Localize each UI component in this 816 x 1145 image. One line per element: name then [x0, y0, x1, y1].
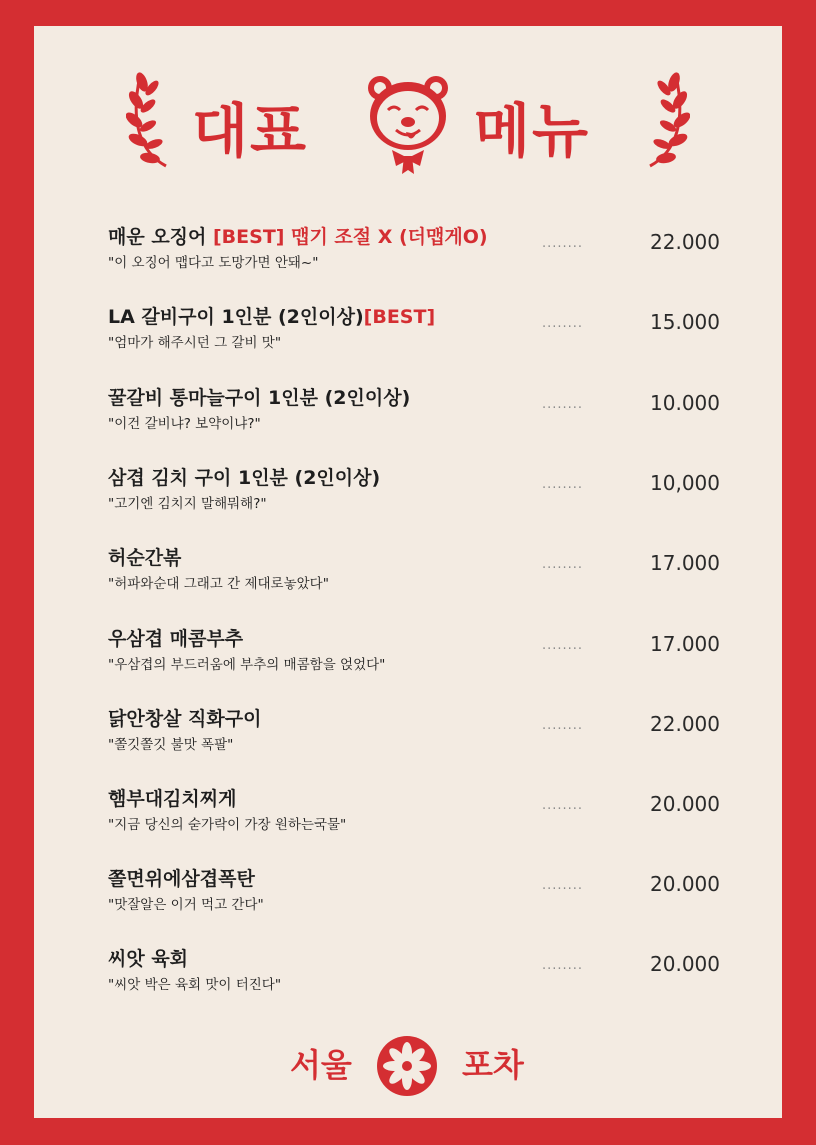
menu-item-price: 15.000 — [650, 310, 720, 334]
menu-item-name-text: LA 갈비구이 1인분 (2인이상) — [108, 306, 364, 328]
menu-item-name-text: 쫄면위에삼겹폭탄 — [108, 868, 255, 890]
menu-item-name — [108, 543, 181, 570]
footer-right-text: 포차 — [462, 1046, 524, 1084]
menu-item-name — [108, 463, 380, 490]
menu-item-name — [108, 704, 261, 731]
menu-item-dots: ........ — [542, 718, 584, 733]
menu-item — [108, 704, 728, 764]
title-left: 대표 — [192, 97, 309, 165]
menu-item-best-tag: [BEST] 맵기 조절 X (더맵게O) — [213, 226, 488, 248]
menu-item-name-text: 매운 오징어 — [108, 226, 213, 248]
menu-item-price: 22.000 — [650, 712, 720, 736]
menu-item-name — [108, 222, 488, 249]
menu-item-price: 22.000 — [650, 230, 720, 254]
menu-item-name — [108, 302, 435, 329]
laurel-wreath-icon — [126, 66, 178, 170]
menu-item-name-text: 허순간볶 — [108, 547, 182, 569]
bear-mascot-icon — [362, 70, 454, 174]
menu-item-description: "고기엔 김치지 말해뭐해?" — [108, 496, 267, 512]
menu-item-dots: ........ — [542, 236, 584, 251]
menu-item-price: 10.000 — [650, 391, 720, 415]
menu-item-name — [108, 944, 188, 971]
flower-emblem-icon — [375, 1034, 439, 1098]
menu-item-description: "허파와순대 그래고 간 제대로놓았다" — [108, 576, 329, 592]
menu-item-price: 10,000 — [650, 471, 720, 495]
title-right: 메뉴 — [474, 97, 591, 165]
menu-item-description: "우삼겹의 부드러움에 부추의 매콤함을 얹었다" — [108, 657, 386, 673]
menu-item — [108, 624, 728, 684]
menu-item-price: 17.000 — [650, 551, 720, 575]
menu-item-description: "씨앗 박은 육회 맛이 터진다" — [108, 977, 282, 993]
menu-item-price: 17.000 — [650, 632, 720, 656]
menu-item — [108, 302, 728, 362]
menu-item-name — [108, 624, 243, 651]
menu-item-price: 20.000 — [650, 952, 720, 976]
menu-item-dots: ........ — [542, 316, 584, 331]
menu-item-description: "엄마가 해주시던 그 갈비 맛" — [108, 335, 282, 351]
menu-item — [108, 543, 728, 603]
menu-item-description: "지금 당신의 숟가락이 가장 원하는국물" — [108, 817, 347, 833]
menu-item-description: "맛잘알은 이거 먹고 간다" — [108, 897, 264, 913]
laurel-wreath-icon — [638, 66, 690, 170]
menu-item-name-text: 씨앗 육회 — [108, 948, 189, 970]
menu-item — [108, 463, 728, 523]
menu-item-name — [108, 864, 255, 891]
menu-item-dots: ........ — [542, 557, 584, 572]
menu-item-name-text: 닭안창살 직화구이 — [108, 708, 262, 730]
menu-item-name-text: 햄부대김치찌게 — [108, 788, 237, 810]
menu-footer — [34, 1034, 782, 1094]
menu-item-name — [108, 383, 410, 410]
menu-item-name — [108, 784, 236, 811]
menu-item-description: "쫄깃쫄깃 불맛 폭팔" — [108, 737, 234, 753]
menu-item — [108, 944, 728, 1004]
menu-item-dots: ........ — [542, 878, 584, 893]
menu-item-price: 20.000 — [650, 792, 720, 816]
footer-left-text: 서울 — [290, 1046, 352, 1084]
menu-item — [108, 383, 728, 443]
menu-item-dots: ........ — [542, 638, 584, 653]
menu-item-best-tag: [BEST] — [363, 306, 436, 328]
menu-item-dots: ........ — [542, 958, 584, 973]
menu-item-price: 20.000 — [650, 872, 720, 896]
menu-item-name-text: 삼겹 김치 구이 1인분 (2인이상) — [108, 467, 381, 489]
menu-item — [108, 784, 728, 844]
menu-item — [108, 864, 728, 924]
menu-board — [34, 26, 782, 1118]
menu-item-name-text: 꿀갈비 통마늘구이 1인분 (2인이상) — [108, 387, 411, 409]
menu-item — [108, 222, 728, 282]
menu-item-dots: ........ — [542, 798, 584, 813]
menu-item-description: "이 오징어 맵다고 도망가면 안돼~" — [108, 255, 319, 271]
menu-item-name-text: 우삼겹 매콤부추 — [108, 628, 244, 650]
menu-item-dots: ........ — [542, 477, 584, 492]
menu-item-dots: ........ — [542, 397, 584, 412]
menu-item-description: "이건 갈비냐? 보약이냐?" — [108, 416, 261, 432]
menu-header — [34, 66, 782, 176]
